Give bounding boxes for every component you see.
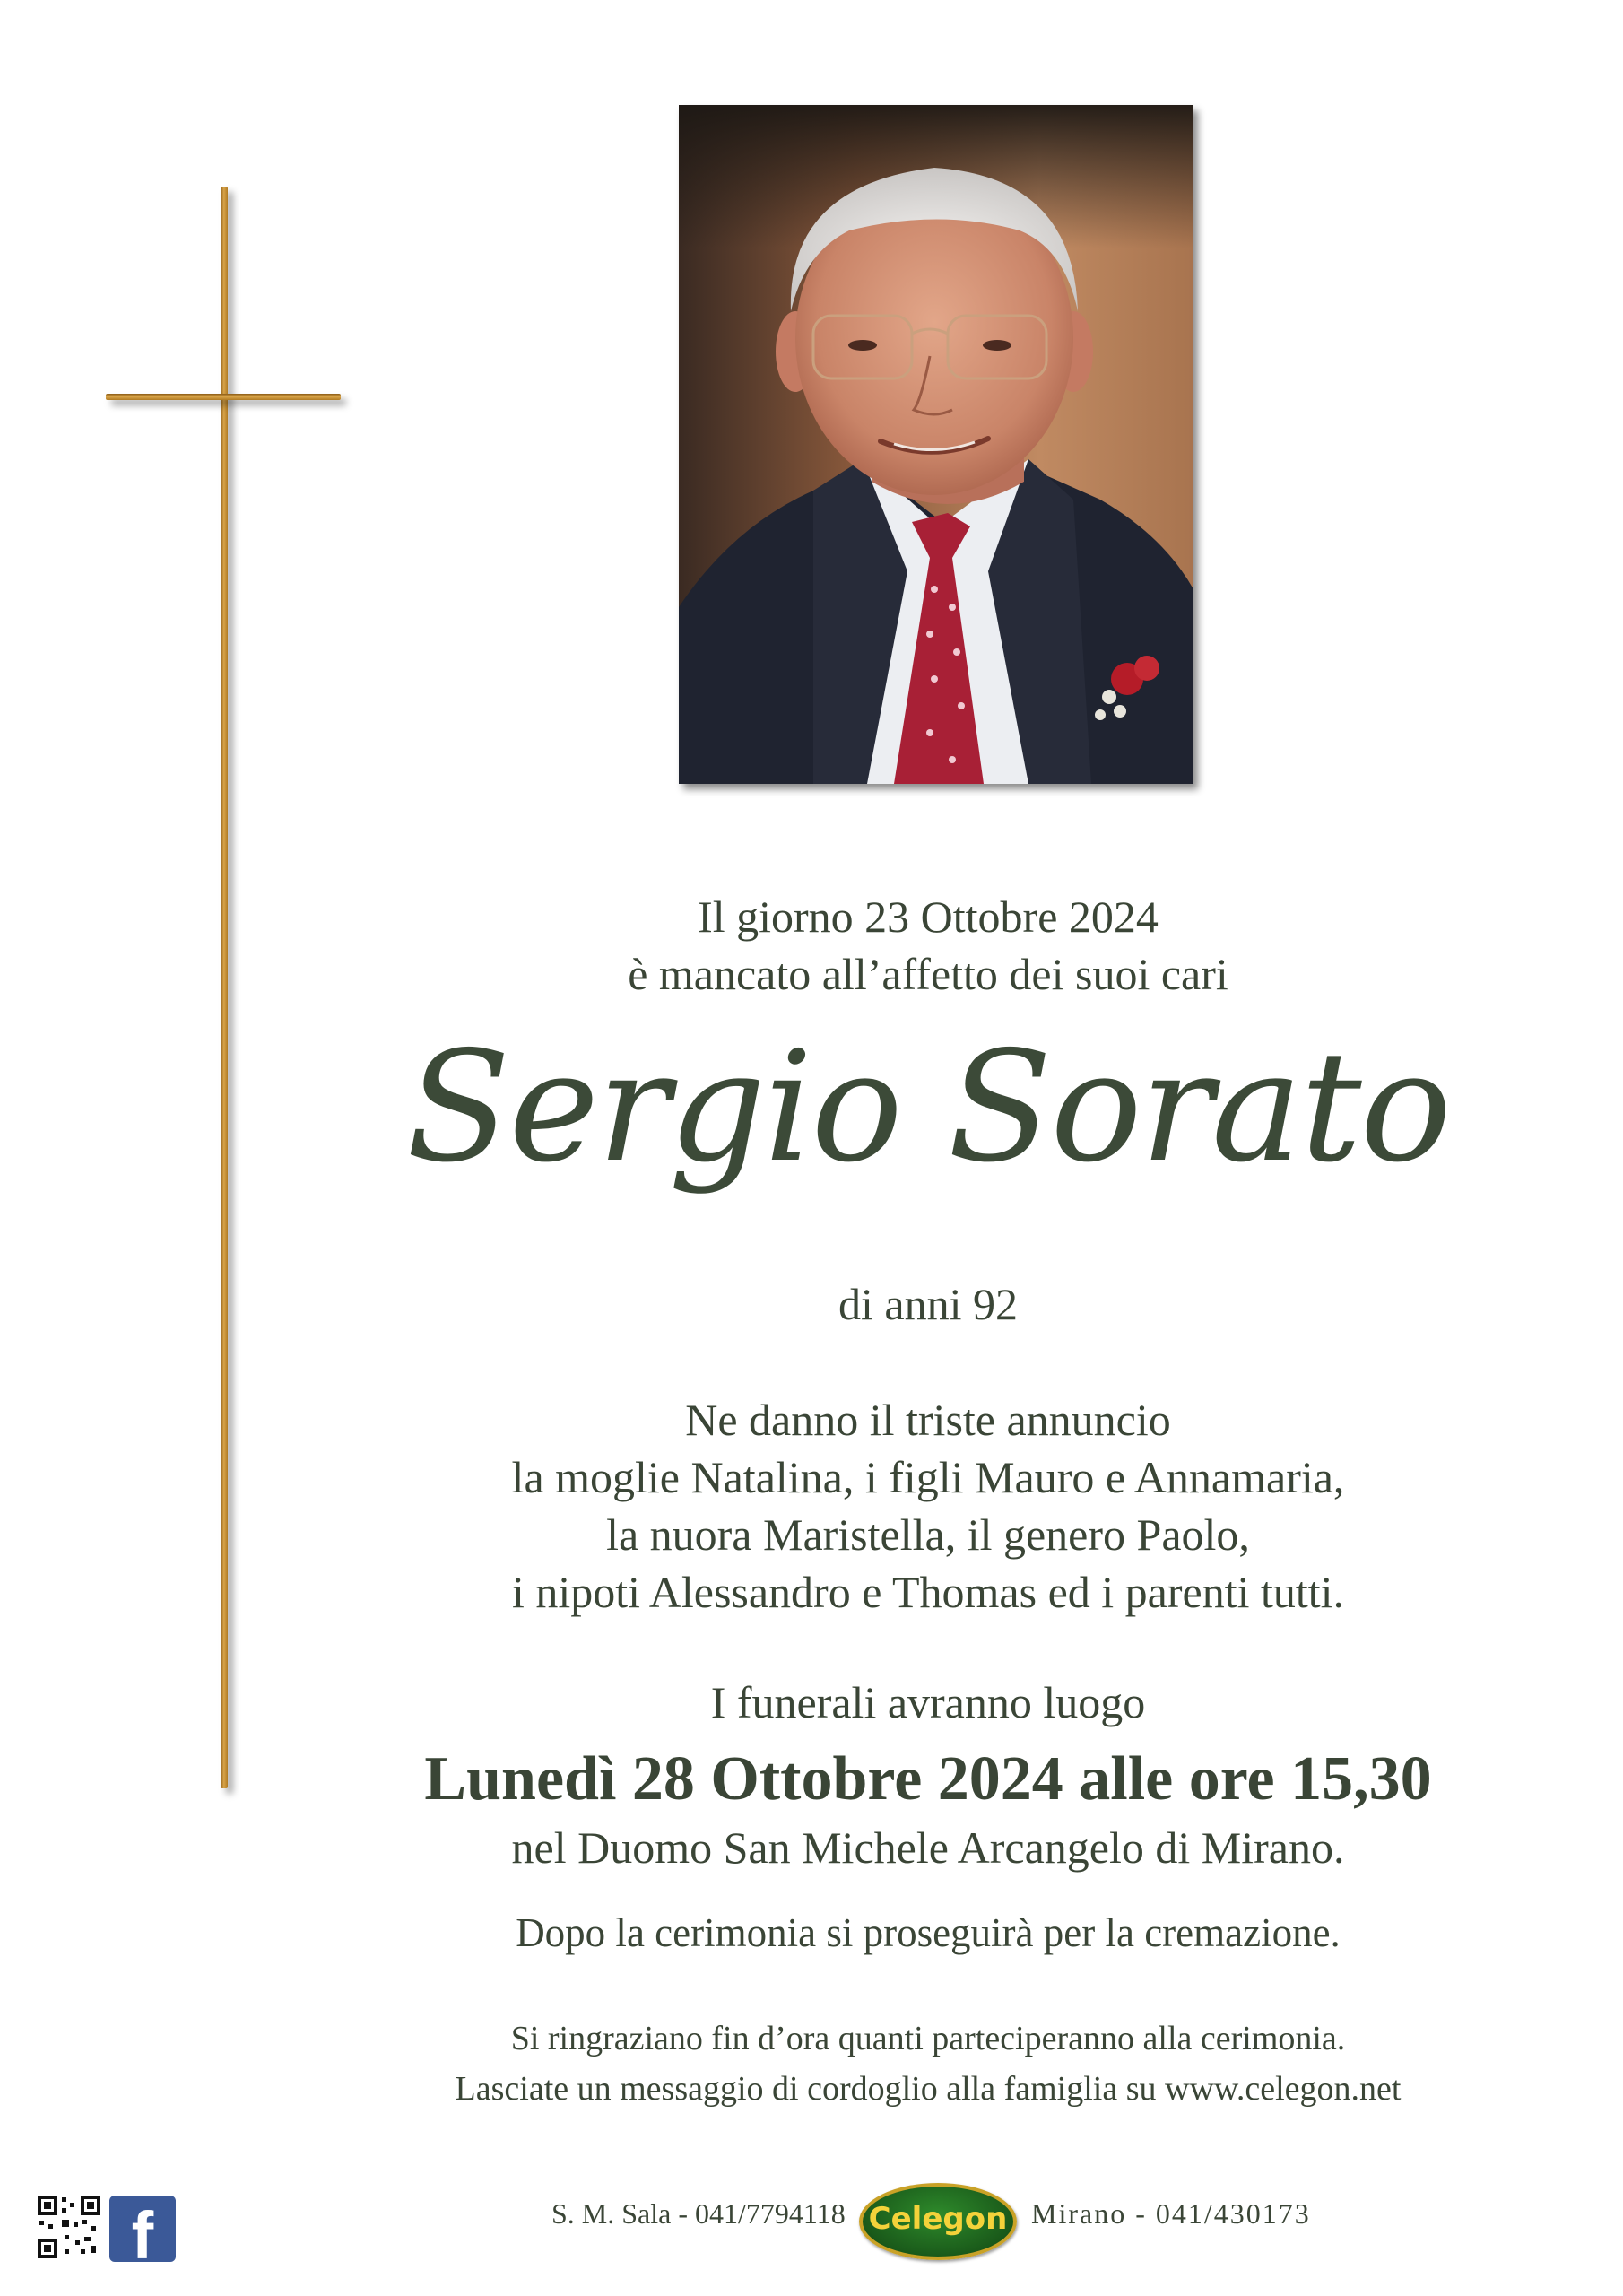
death-date-line: Il giorno 23 Ottobre 2024 bbox=[698, 891, 1159, 942]
mourning-line: è mancato all’affetto dei suoi cari bbox=[628, 949, 1228, 999]
announcement-line: la moglie Natalina, i figli Mauro e Annamaria, bbox=[511, 1452, 1345, 1502]
family-announcement bbox=[341, 1391, 1515, 1621]
facebook-glyph: f bbox=[131, 2198, 154, 2273]
sala-contact: S. M. Sala - 041/7794118 bbox=[551, 2197, 846, 2230]
announcement-line: i nipoti Alessandro e Thomas ed i parenti tutti. bbox=[511, 1567, 1345, 1617]
cross-vertical-bar bbox=[221, 187, 228, 1788]
portrait-photo bbox=[679, 105, 1193, 784]
logo-text: Celegon bbox=[868, 2201, 1008, 2237]
facebook-icon[interactable] bbox=[109, 2196, 176, 2273]
announcement-line: la nuora Maristella, il genero Paolo, bbox=[606, 1509, 1250, 1560]
deceased-age: di anni 92 bbox=[838, 1279, 1018, 1329]
condolence-website-line[interactable]: Lasciate un messaggio di cordoglio alla famiglia su www.celegon.net bbox=[455, 2070, 1402, 2108]
mirano-contact: Mirano - 041/430173 bbox=[1031, 2197, 1311, 2230]
cross-horizontal-bar bbox=[106, 394, 341, 400]
qr-code-icon[interactable] bbox=[38, 2196, 100, 2258]
celegon-logo bbox=[859, 2183, 1017, 2260]
funeral-place: nel Duomo San Michele Arcangelo di Mirano. bbox=[511, 1822, 1345, 1873]
announcement-line: Ne danno il triste annuncio bbox=[685, 1395, 1171, 1445]
cremation-note: Dopo la cerimonia si proseguirà per la cremazione. bbox=[516, 1910, 1341, 1955]
deceased-name: Sergio Sorato bbox=[406, 1019, 1450, 1196]
funeral-datetime: Lunedì 28 Ottobre 2024 alle ore 15,30 bbox=[424, 1744, 1432, 1813]
thanks-message bbox=[341, 2013, 1515, 2114]
portrait-illustration bbox=[679, 105, 1193, 784]
thanks-line: Si ringraziano fin d’ora quanti parteciperanno alla cerimonia. bbox=[510, 2020, 1346, 2057]
death-notice-intro bbox=[341, 888, 1515, 1003]
funeral-intro: I funerali avranno luogo bbox=[710, 1677, 1146, 1727]
